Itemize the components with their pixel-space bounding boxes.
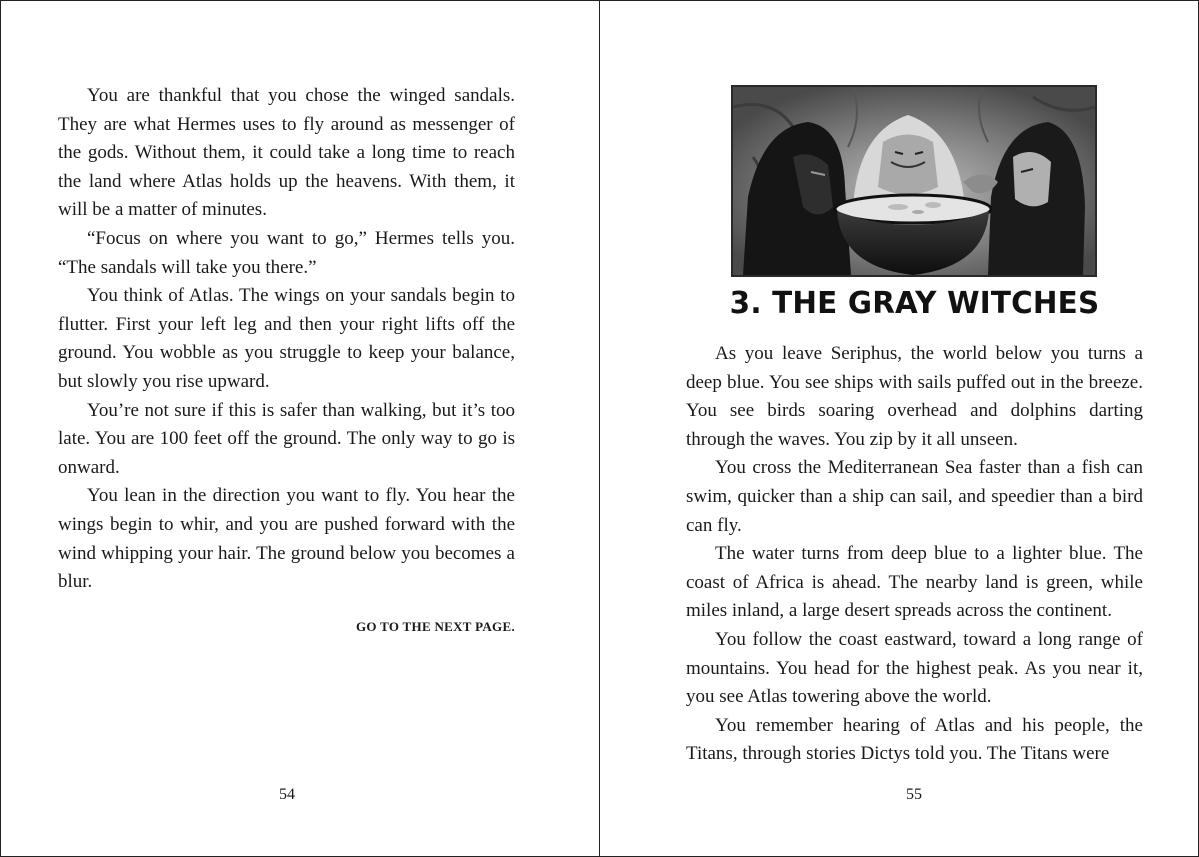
go-to-next-page-label: GO TO THE NEXT PAGE. [355,619,515,634]
left-page [1,1,599,856]
paragraph: The water turns from deep blue to a lighter blue. The coast of Africa is ahead. The nearby land is green, while miles inland, a large desert spreads across the continent. [686,543,1143,622]
paragraph: You are thankful that you chose the winged sandals. They are what Hermes uses to fly around as messenger of the gods. Without them, it could take a long time to reach the land where Atlas holds up the heavens. With them, it will be a matter of minutes. [58,85,515,221]
left-page-body [58,82,515,597]
page-number: 54 [279,786,295,803]
paragraph: You’re not sure if this is safer than walking, but it’s too late. You are 100 feet off the ground. The only way to go is onward. [58,399,515,478]
paragraph: You remember hearing of Atlas and his people, the Titans, through stories Dictys told you. The Titans were [686,714,1143,765]
paragraph: You follow the coast eastward, toward a long range of mountains. You head for the highest peak. As you near it, you see Atlas towering above the world. [686,628,1143,708]
right-page-body [686,340,1143,769]
paragraph: You cross the Mediterranean Sea faster than a fish can swim, quicker than a ship can sail, and speedier than a bird can fly. [686,457,1143,536]
paragraph: You think of Atlas. The wings on your sandals begin to flutter. First your left leg and then your right lifts off the ground. You wobble as you struggle to keep your balance, but slowly you rise upward. [58,285,515,392]
page-number: 55 [906,786,922,803]
paragraph: As you leave Seriphus, the world below you turns a deep blue. You see ships with sails puffed out in the breeze. You see birds soaring overhead and dolphins darting through the waves. You zip by it all unseen. [686,343,1143,450]
paragraph: You lean in the direction you want to fly. You hear the wings begin to whir, and you are pushed forward with the wind whipping your hair. The ground below you becomes a blur. [58,485,515,593]
illustration-drawing [733,87,1095,275]
witches-illustration [731,85,1097,277]
right-page [600,1,1198,856]
chapter-title: 3. THE GRAY WITCHES [729,286,1100,321]
paragraph: “Focus on where you want to go,” Hermes tells you. “The sandals will take you there.” [58,227,515,278]
